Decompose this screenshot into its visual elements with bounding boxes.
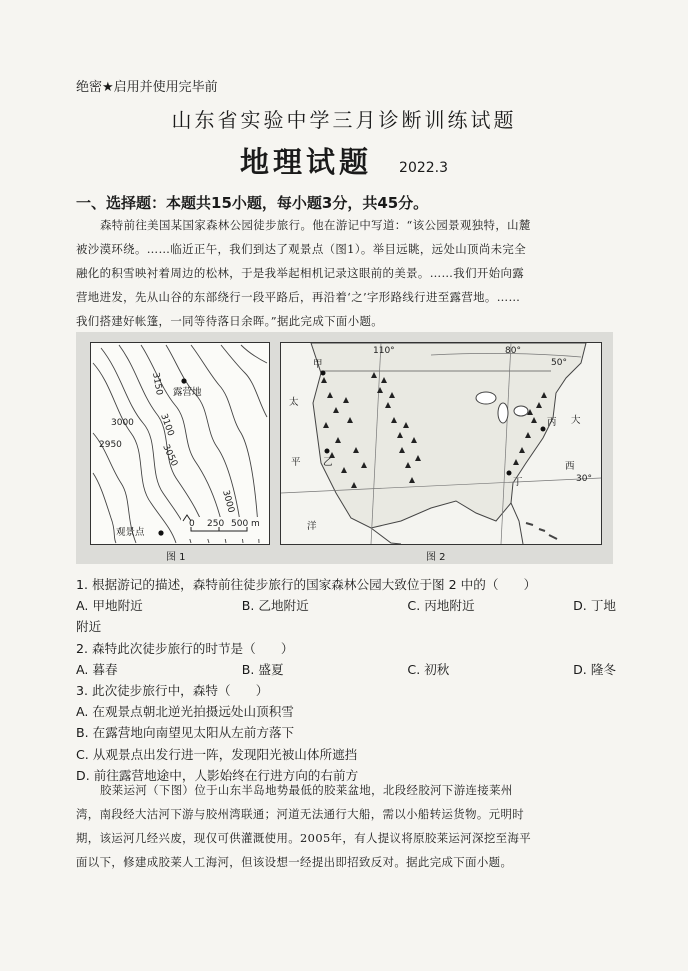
option-d-continuation: 附近 — [76, 619, 102, 635]
option-d[interactable]: D. 丁地 — [573, 598, 617, 614]
figure-2-north-america-map — [280, 342, 602, 545]
option-c[interactable]: C. 初秋 — [407, 662, 450, 678]
viewpoint-label: 观景点 — [116, 527, 145, 538]
lake-huron — [514, 406, 528, 416]
ocean-label: 洋 — [307, 521, 317, 532]
point-jia-label: 甲 — [313, 359, 323, 370]
contour-label: 3050 — [160, 443, 180, 469]
passage-1 — [76, 213, 616, 333]
ocean-label: 太 — [289, 397, 299, 408]
option-c[interactable]: C. 从观景点出发行进一阵，发现阳光被山体所遮挡 — [76, 746, 358, 762]
passage-line: 胶莱运河（下图）位于山东半岛地势最低的胶莱盆地，北段经胶河下游连接莱州 — [100, 783, 513, 797]
question-stem: 3. 此次徒步旅行中，森特（ ） — [76, 683, 269, 698]
school-title: 山东省实验中学三月诊断训练试题 — [171, 108, 517, 132]
question-stem: 1. 根据游记的描述，森特前往徒步旅行的国家森林公园大致位于图 2 中的（ ） — [76, 577, 537, 592]
option-a[interactable]: A. 在观景点朝北逆光拍摄远处山顶积雪 — [76, 704, 294, 720]
exam-date: 2022.3 — [399, 160, 449, 176]
scale-label: 0 — [189, 519, 195, 529]
figures-panel — [76, 332, 613, 564]
question-1 — [76, 574, 616, 638]
option-d[interactable]: D. 前往露营地途中，人影始终在行进方向的右前方 — [76, 767, 359, 783]
option-a[interactable]: A. 甲地附近 — [76, 598, 143, 614]
passage-line: 森特前往美国某国家森林公园徒步旅行。他在游记中写道：“该公园景观独特，山麓 — [100, 218, 531, 232]
passage-line: 被沙漠环绕。……临近正午，我们到达了观景点（图1）。举目远眺，远处山顶尚未完全 — [76, 242, 526, 256]
option-d[interactable]: D. 隆冬 — [573, 662, 617, 678]
ocean-label: 平 — [291, 457, 301, 468]
title-row — [0, 140, 688, 181]
passage-line: 期，该运河几经兴废，现仅可供灌溉使用。2005年，有人提议将原胶莱运河深挖至海平 — [76, 831, 532, 845]
passage-2 — [76, 778, 616, 874]
question-options — [76, 595, 616, 616]
latitude-label: 30° — [576, 474, 592, 484]
figure-1-caption: 图 1 — [166, 552, 186, 563]
passage-line: 湾，南段经大沽河下游与胶州湾联通；河道无法通行大船，需以小船转运货物。元明时 — [76, 807, 525, 821]
point-yi-label: 乙 — [323, 457, 333, 468]
scale-label: 250 — [207, 519, 225, 529]
lake-superior — [476, 392, 496, 404]
point-jia-marker — [321, 371, 326, 376]
option-b[interactable]: B. 盛夏 — [241, 662, 284, 678]
ocean-label: 西 — [565, 461, 575, 472]
contour-label: 3000 — [220, 489, 236, 514]
lake-michigan — [498, 403, 508, 423]
secret-notice: 绝密★启用并使用完毕前 — [76, 80, 218, 95]
option-c[interactable]: C. 丙地附近 — [407, 598, 475, 614]
question-options — [76, 659, 616, 680]
passage-line: 融化的积雪映衬着周边的松林，于是我举起相机记录这眼前的美景。……我们开始向露 — [76, 266, 525, 280]
point-yi-marker — [325, 449, 330, 454]
passage-line: 营地进发，先从山谷的东部绕行一段平路后，再沿着‘之’字形路线行进至露营地。…… — [76, 290, 521, 304]
ocean-label: 大 — [571, 415, 581, 426]
option-b[interactable]: B. 乙地附近 — [241, 598, 309, 614]
question-3 — [76, 680, 616, 786]
question-stem: 2. 森特此次徒步旅行的时节是（ ） — [76, 641, 294, 656]
latitude-label: 50° — [551, 358, 567, 368]
contour-label: 3000 — [111, 418, 134, 428]
point-ding-label: 丁 — [513, 477, 523, 488]
scale-label: 500 m — [231, 519, 260, 529]
option-b[interactable]: B. 在露营地向南望见太阳从左前方落下 — [76, 725, 295, 741]
figure-2-caption: 图 2 — [426, 552, 446, 563]
point-bing-marker — [541, 427, 546, 432]
camp-label: 露营地 — [173, 387, 202, 398]
point-bing-label: 丙 — [547, 417, 557, 428]
longitude-label: 80° — [505, 346, 521, 356]
contour-label: 3100 — [158, 412, 176, 438]
longitude-label: 110° — [373, 346, 395, 356]
contour-label: 3150 — [150, 371, 164, 397]
question-2 — [76, 638, 616, 680]
passage-line: 我们搭建好帐篷，一同等待落日余晖。”据此完成下面小题。 — [76, 314, 384, 328]
viewpoint-marker — [158, 530, 163, 535]
north-america-map-svg — [281, 343, 601, 544]
contour-label: 2950 — [99, 440, 122, 450]
passage-line: 面以下，修建成胶莱人工海河，但该设想一经提出即招致反对。据此完成下面小题。 — [76, 855, 513, 869]
camp-marker — [181, 378, 186, 383]
point-ding-marker — [507, 471, 512, 476]
contour-map-svg — [91, 343, 269, 544]
subject-title: 地理试题 — [239, 145, 372, 179]
figure-1-contour-map — [90, 342, 270, 545]
section-heading: 一、选择题：本题共15小题，每小题3分，共45分。 — [76, 194, 429, 212]
option-a[interactable]: A. 暮春 — [76, 662, 118, 678]
